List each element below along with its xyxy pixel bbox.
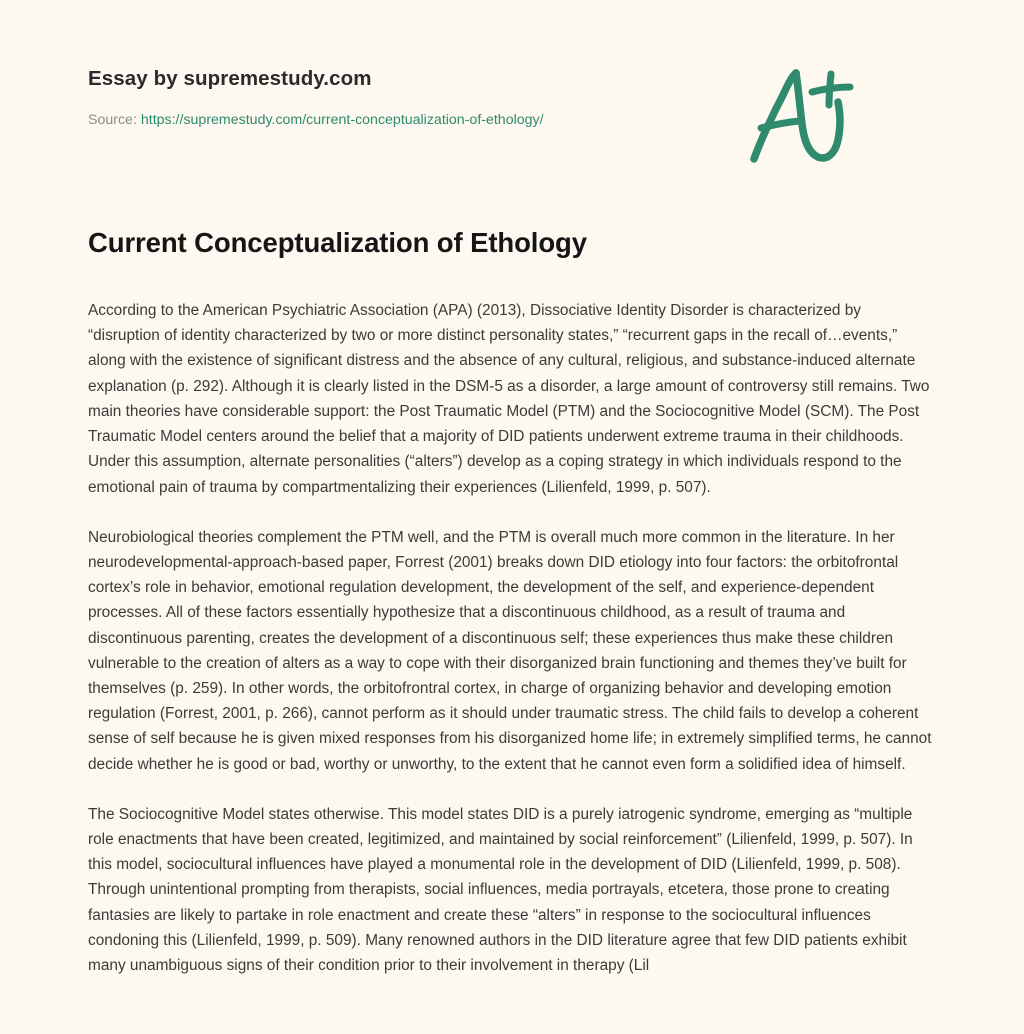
- byline: Essay by supremestudy.com: [88, 67, 372, 90]
- page-title: Current Conceptualization of Ethology: [88, 227, 587, 259]
- essay-body: [88, 259, 936, 978]
- body-paragraph: According to the American Psychiatric Association (APA) (2013), Dissociative Identity Disorder is characterized by “disruption of identity characterized by two or more distinct personality states,” “recurrent gaps in the recall of…events,” along with the existence of significant distress and the absence of any cultural, religious, and substance-induced alternate explanation (p. 292). Although it is clearly listed in the DSM-5 as a disorder, a large amount of controversy still remains. Two main theories have considerable support: the Post Traumatic Model (PTM) and the Sociocognitive Model (SCM). The Post Traumatic Model centers around the belief that a majority of DID patients underwent extreme trauma in their childhoods. Under this assumption, alternate personalities (“alters”) develop as a coping strategy in which individuals respond to the emotional pain of trauma by compartmentalizing their experiences (Lilienfeld, 1999, p. 507).: [88, 302, 930, 496]
- a-plus-logo-icon[interactable]: [740, 62, 858, 166]
- source-label: Source:: [88, 111, 137, 128]
- source-url-link[interactable]: https://supremestudy.com/current-conceptualization-of-ethology/: [140, 111, 544, 128]
- page-header: [88, 0, 936, 129]
- body-paragraph: The Sociocognitive Model states otherwise. This model states DID is a purely iatrogenic syndrome, emerging as “multiple role enactments that have been created, legitimized, and maintained by social reinforcement” (Lilienfeld, 1999, p. 507). In this model, sociocultural influences have played a monumental role in the development of DID (Lilienfeld, 1999, p. 508). Through unintentional prompting from therapists, social influences, media portrayals, etcetera, those prone to creating fantasies are likely to partake in role enactment and create these “alters” in response to the sociocultural influences condoning this (Lilienfeld, 1999, p. 509). Many renowned authors in the DID literature agree that few DID patients exhibit many unambiguous signs of their condition prior to their involvement in therapy (Lil: [88, 805, 913, 974]
- body-paragraph: Neurobiological theories complement the PTM well, and the PTM is overall much more common in the literature. In her neurodevelopmental-approach-based paper, Forrest (2001) breaks down DID etiology into four factors: the orbitofrontal cortex’s role in behavior, emotional regulation development, the development of the self, and experience-dependent processes. All of these factors essentially hypothesize that a discontinuous childhood, as a result of trauma and discontinuous parenting, creates the development of a discontinuous self; these experiences thus make these children vulnerable to the creation of alters as a way to cope with their disorganized brain functioning and themes they’ve built for themselves (p. 259). In other words, the orbitofrontral cortex, in charge of organizing behavior and developing emotion regulation (Forrest, 2001, p. 266), cannot perform as it should under traumatic stress. The child fails to develop a coherent sense of self because he is given mixed responses from his disorganized home life; in extremely simplified terms, he cannot decide whether he is good or bad, worthy or unworthy, to the extent that he cannot even form a solidified idea of himself.: [88, 528, 932, 773]
